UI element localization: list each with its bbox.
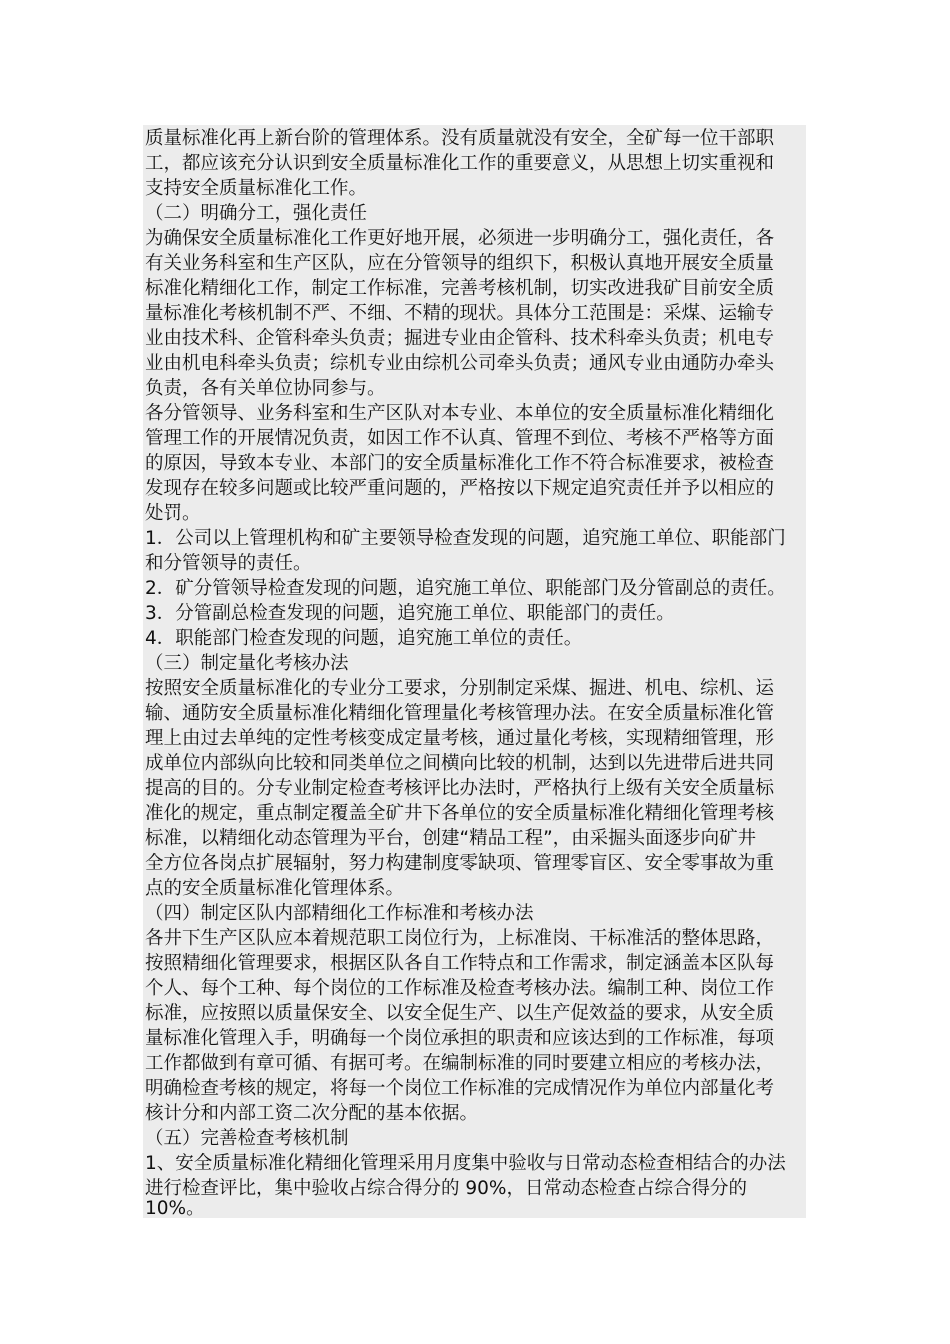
list-item: 和分管领导的责任。: [145, 553, 312, 574]
text-line: 提高的目的。分专业制定检查考核评比办法时，严格执行上级有关安全质量标: [145, 778, 775, 799]
text-line: 进行检查评比，集中验收占综合得分的 90%，日常动态检查占综合得分的: [145, 1178, 748, 1199]
text-line: 标准，应按照以质量保安全、以安全促生产、以生产促效益的要求，从安全质: [145, 1003, 775, 1024]
text-line: 业由技术科、企管科牵头负责；掘进专业由企管科、技术科牵头负责；机电专: [145, 328, 775, 349]
text-line: 管理工作的开展情况负责，如因工作不认真、管理不到位、考核不严格等方面: [145, 428, 775, 449]
text-line: 有关业务科室和生产区队，应在分管领导的组织下，积极认真地开展安全质量: [145, 253, 775, 274]
text-line: 按照安全质量标准化的专业分工要求，分别制定采煤、掘进、机电、综机、运: [145, 678, 775, 699]
text-line: 处罚。: [145, 503, 201, 524]
text-line: 输、通防安全质量标准化精细化管理量化考核管理办法。在安全质量标准化管: [145, 703, 775, 724]
text-line: 发现存在较多问题或比较严重问题的，严格按以下规定追究责任并予以相应的: [145, 478, 775, 499]
list-item: 2．矿分管领导检查发现的问题，追究施工单位、职能部门及分管副总的责任。: [145, 578, 786, 599]
text-line: 质量标准化再上新台阶的管理体系。没有质量就没有安全，全矿每一位干部职: [145, 128, 775, 149]
text-line: 准化的规定，重点制定覆盖全矿井下各单位的安全质量标准化精细化管理考核: [145, 803, 775, 824]
text-line: 标准化精细化工作，制定工作标准，完善考核机制，切实改进我矿目前安全质: [145, 278, 775, 299]
text-line: 个人、每个工种、每个岗位的工作标准及检查考核办法。编制工种、岗位工作: [145, 978, 775, 999]
text-line: 成单位内部纵向比较和同类单位之间横向比较的机制，达到以先进带后进共同: [145, 753, 775, 774]
text-line: 负责，各有关单位协同参与。: [145, 378, 386, 399]
text-line: 点的安全质量标准化管理体系。: [145, 878, 405, 899]
text-line: 核计分和内部工资二次分配的基本依据。: [145, 1103, 479, 1124]
text-line: 的原因，导致本专业、本部门的安全质量标准化工作不符合标准要求，被检查: [145, 453, 775, 474]
text-line: 标准，以精细化动态管理为平台，创建“精品工程”，由采掘头面逐步向矿井: [145, 828, 757, 849]
text-line: 按照精细化管理要求，根据区队各自工作特点和工作需求，制定涵盖本区队每: [145, 953, 775, 974]
text-line: 量标准化管理入手，明确每一个岗位承担的职责和应该达到的工作标准，每项: [145, 1028, 775, 1049]
text-line: 1、安全质量标准化精细化管理采用月度集中验收与日常动态检查相结合的办法: [145, 1153, 786, 1174]
section-heading: （三）制定量化考核办法: [145, 653, 349, 674]
text-line: 明确检查考核的规定，将每一个岗位工作标准的完成情况作为单位内部量化考: [145, 1078, 775, 1099]
text-line: 支持安全质量标准化工作。: [145, 178, 368, 199]
text-line: 为确保安全质量标准化工作更好地开展，必须进一步明确分工，强化责任，各: [145, 228, 775, 249]
text-line: 理上由过去单纯的定性考核变成定量考核，通过量化考核，实现精细管理，形: [145, 728, 775, 749]
text-line: 各分管领导、业务科室和生产区队对本专业、本单位的安全质量标准化精细化: [145, 403, 775, 424]
document-body: [143, 125, 806, 1218]
text-line: 10%。: [145, 1198, 205, 1219]
list-item: 4．职能部门检查发现的问题，追究施工单位的责任。: [145, 628, 583, 649]
section-heading: （二）明确分工，强化责任: [145, 203, 368, 224]
section-heading: （五）完善检查考核机制: [145, 1128, 349, 1149]
section-heading: （四）制定区队内部精细化工作标准和考核办法: [145, 903, 534, 924]
text-line: 各井下生产区队应本着规范职工岗位行为，上标准岗、干标准活的整体思路，: [145, 928, 775, 949]
text-line: 量标准化考核机制不严、不细、不精的现状。具体分工范围是：采煤、运输专: [145, 303, 775, 324]
list-item: 1．公司以上管理机构和矿主要领导检查发现的问题，追究施工单位、职能部门: [145, 528, 786, 549]
list-item: 3．分管副总检查发现的问题，追究施工单位、职能部门的责任。: [145, 603, 675, 624]
text-line: 工作都做到有章可循、有据可考。在编制标准的同时要建立相应的考核办法，: [145, 1053, 775, 1074]
text-line: 工，都应该充分认识到安全质量标准化工作的重要意义，从思想上切实重视和: [145, 153, 775, 174]
text-line: 业由机电科牵头负责；综机专业由综机公司牵头负责；通风专业由通防办牵头: [145, 353, 775, 374]
text-line: 全方位各岗点扩展辐射，努力构建制度零缺项、管理零盲区、安全零事故为重: [145, 853, 775, 874]
